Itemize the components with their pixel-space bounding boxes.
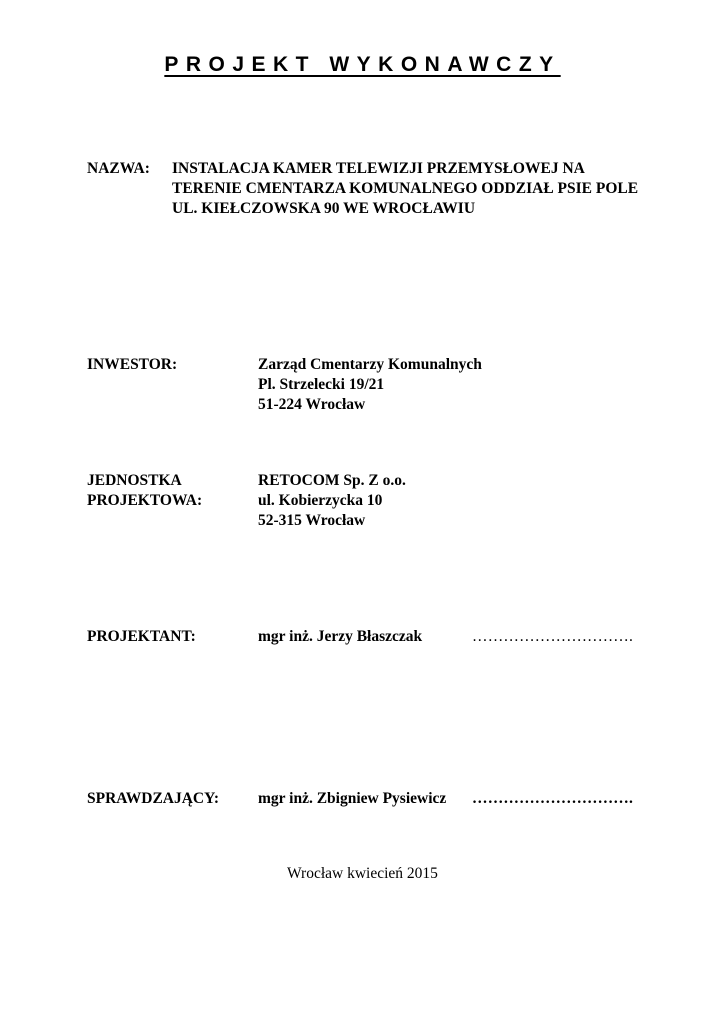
project-name-line: INSTALACJA KAMER TELEWIZJI PRZEMYSŁOWEJ NA bbox=[172, 160, 585, 177]
investor-line: Zarząd Cmentarzy Komunalnych bbox=[258, 356, 482, 373]
checker-label: SPRAWDZAJĄCY: bbox=[87, 790, 220, 807]
investor-line: Pl. Strzelecki 19/21 bbox=[258, 376, 385, 393]
designer-section bbox=[87, 627, 687, 649]
document-title bbox=[0, 52, 725, 78]
checker-section bbox=[87, 789, 687, 811]
checker-name: mgr inż. Zbigniew Pysiewicz bbox=[258, 790, 447, 807]
investor-line: 51-224 Wrocław bbox=[258, 396, 366, 413]
project-name-section bbox=[87, 159, 707, 221]
design-unit-line: ul. Kobierzycka 10 bbox=[258, 492, 383, 509]
checker-signature-line: …………………………. bbox=[472, 790, 634, 807]
design-unit-label bbox=[87, 471, 202, 511]
project-name-label: NAZWA: bbox=[87, 160, 150, 177]
designer-signature-line: …………………………. bbox=[472, 628, 634, 645]
investor-label: INWESTOR: bbox=[87, 356, 178, 373]
project-name-value bbox=[172, 159, 638, 219]
design-unit-line: 52-315 Wrocław bbox=[258, 512, 366, 529]
investor-section bbox=[87, 355, 687, 417]
document-title-text: PROJEKT WYKONAWCZY bbox=[164, 53, 561, 76]
design-unit-line: RETOCOM Sp. Z o.o. bbox=[258, 472, 406, 489]
design-unit-section bbox=[87, 471, 687, 533]
designer-name: mgr inż. Jerzy Błaszczak bbox=[258, 628, 423, 645]
place-date: Wrocław kwiecień 2015 bbox=[287, 865, 438, 882]
investor-value bbox=[258, 355, 482, 415]
design-unit-label-line: JEDNOSTKA bbox=[87, 472, 182, 489]
design-unit-label-line: PROJEKTOWA: bbox=[87, 492, 203, 509]
designer-label: PROJEKTANT: bbox=[87, 628, 196, 645]
project-name-line: UL. KIEŁCZOWSKA 90 WE WROCŁAWIU bbox=[172, 200, 476, 217]
design-unit-value bbox=[258, 471, 406, 531]
project-name-line: TERENIE CMENTARZA KOMUNALNEGO ODDZIAŁ PSIE POLE bbox=[172, 180, 639, 197]
